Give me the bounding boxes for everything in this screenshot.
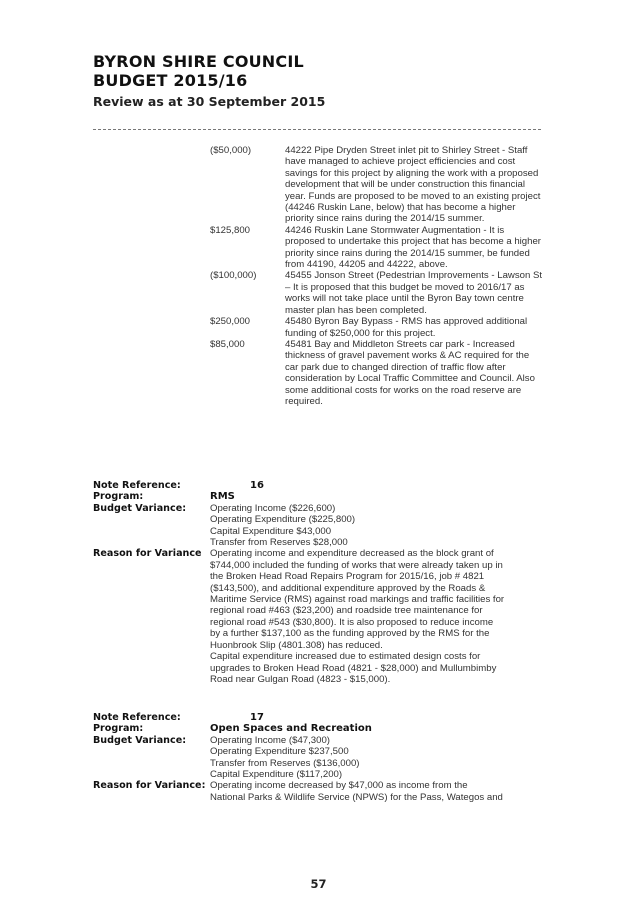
- variance-line: Capital Expenditure ($117,200): [210, 769, 343, 781]
- document-header: [93, 52, 325, 109]
- reason-line: by a further $137,100 as the funding approved by the RMS for the: [210, 628, 490, 640]
- program-name: RMS: [210, 491, 235, 503]
- budget-variance-label: Budget Variance:: [93, 502, 187, 514]
- note-reference-number: 17: [250, 712, 264, 723]
- adjustment-amount: ($50,000): [210, 145, 252, 156]
- budget-variance-list: [210, 503, 545, 549]
- reason-line: Road near Gulgan Road (4823 - $15,000).: [210, 673, 391, 685]
- program-name: Open Spaces and Recreation: [210, 723, 372, 735]
- reason-line: Huonbrook Slip (4801.308) has reduced.: [210, 639, 383, 651]
- reason-label: Reason for Variance: [93, 548, 202, 560]
- reason-line: Capital expenditure increased due to estimated design costs for: [210, 651, 481, 663]
- adjustment-amount: $125,800: [210, 224, 251, 236]
- note-reference-label: Note Reference:: [93, 480, 181, 491]
- page-number: 57: [310, 877, 327, 891]
- adjustment-row: [210, 225, 545, 271]
- reason-line: Operating income decreased by $47,000 as income from the: [210, 780, 468, 792]
- reason-line: regional road #543 ($30,800). It is also proposed to reduce income: [210, 616, 494, 628]
- adjustment-amount: ($100,000): [210, 270, 257, 282]
- reason-text: [210, 548, 545, 685]
- adjustment-description: 45480 Byron Bay Bypass - RMS has approved additional funding of $250,000 for this project.: [285, 316, 528, 339]
- reason-line: upgrades to Broken Head Road (4821 - $28,000) and Mullumbimby: [210, 662, 497, 674]
- note-reference-label: Note Reference:: [93, 712, 181, 723]
- reason-line: ($143,500), and additional expenditure approved by the Roads &: [210, 582, 486, 594]
- variance-line: Operating Expenditure ($225,800): [210, 514, 356, 526]
- adjustment-description: 44246 Ruskin Lane Stormwater Augmentation - It is proposed to undertake this project that has become a higher priority since rains during the 2014/15 summer, be funded from 44190, 44205 and 44222, above.: [285, 224, 541, 271]
- reason-text: [210, 780, 545, 803]
- program-label: Program:: [93, 491, 144, 503]
- review-subtitle: Review as at 30 September 2015: [93, 94, 326, 109]
- adjustment-row: [210, 145, 545, 225]
- note-reference-number: 16: [250, 480, 264, 491]
- reason-line: $744,000 included the funding of works that were already taken up in: [210, 559, 503, 571]
- variance-line: Operating Income ($226,600): [210, 502, 336, 514]
- reason-label: Reason for Variance:: [93, 780, 206, 792]
- reason-line: regional road #463 ($23,200) and roadside tree maintenance for: [210, 605, 483, 617]
- adjustment-row: [210, 339, 545, 407]
- budget-variance-label: Budget Variance:: [93, 734, 187, 746]
- budget-title: BUDGET 2015/16: [93, 71, 248, 90]
- adjustments-table: [210, 145, 545, 407]
- variance-line: Transfer from Reserves $28,000: [210, 537, 348, 549]
- note-16: [93, 480, 545, 685]
- adjustment-amount: $85,000: [210, 338, 245, 350]
- adjustment-description: 45481 Bay and Middleton Streets car park - Increased thickness of gravel pavement works & AC required for the car park due to changed direction of traffic flow after consideration by Local Traffic Committee and Council. Also some additional costs for works on the road reserve are required.: [285, 338, 535, 407]
- note-17: [93, 712, 545, 803]
- adjustment-description: 44222 Pipe Dryden Street inlet pit to Shirley Street - Staff have managed to achieve project efficiencies and cost savings for this project by aligning the work with a proposed development that will be under construction this financial year. Funds are proposed to be moved to an existing project (44246 Ruskin Lane, below) that has become a higher priority since rains during the 2014/15 summer.: [285, 145, 541, 225]
- adjustment-amount: $250,000: [210, 316, 251, 328]
- reason-line: Operating income and expenditure decreased as the block grant of: [210, 548, 494, 560]
- org-name: BYRON SHIRE COUNCIL: [93, 52, 304, 71]
- reason-line: Maritime Service (RMS) against road markings and traffic facilities for: [210, 594, 505, 606]
- variance-line: Transfer from Reserves ($136,000): [210, 757, 360, 769]
- variance-line: Operating Income ($47,300): [210, 734, 330, 746]
- adjustment-description: 45455 Jonson Street (Pedestrian Improvements - Lawson St – It is proposed that this budget be moved to 2016/17 as works will not take place until the Byron Bay town centre master plan has been completed.: [285, 270, 543, 316]
- adjustment-row: [210, 316, 545, 339]
- program-label: Program:: [93, 723, 144, 735]
- header-divider: [93, 129, 541, 130]
- variance-line: Capital Expenditure $43,000: [210, 525, 332, 537]
- adjustment-row: [210, 270, 545, 316]
- budget-variance-list: [210, 735, 545, 781]
- reason-line: National Parks & Wildlife Service (NPWS) for the Pass, Wategos and: [210, 791, 503, 803]
- variance-line: Operating Expenditure $237,500: [210, 746, 349, 758]
- reason-line: the Broken Head Road Repairs Program for 2015/16, job # 4821: [210, 571, 485, 583]
